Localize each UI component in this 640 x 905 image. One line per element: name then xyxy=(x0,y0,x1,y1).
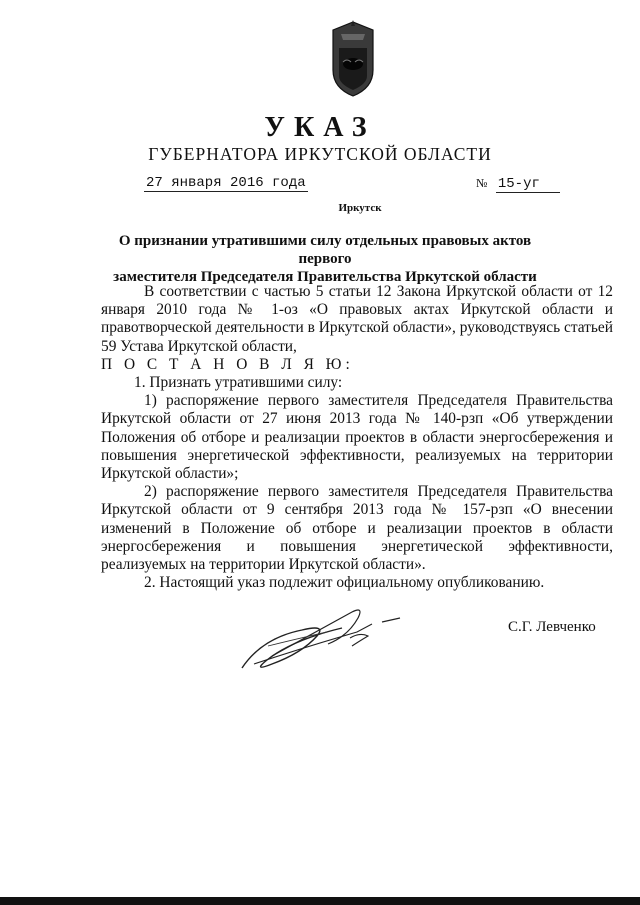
preamble-paragraph: В соответствии с частью 5 статьи 12 Закона Иркутской области от 12 января 2010 года № 1-оз «О правовых актах Иркутской области и правотворческой деятельности в Иркутской области», руководствуясь статьей 59 Устава Иркутской области, xyxy=(101,283,613,355)
signer-name: С.Г. Левченко xyxy=(508,619,596,635)
coat-of-arms-emblem-icon xyxy=(329,18,377,100)
item-1-2: 2) распоряжение первого заместителя Председателя Правительства Иркутской области от 9 сентября 2013 года № 157-рзп «О внесении изменений в Положение об отборе и реализации проектов в области энергосбережения и повышения энергетической эффективности, реализуемых на территории Иркутской области». xyxy=(101,483,613,574)
item-1-1: 1) распоряжение первого заместителя Председателя Правительства Иркутской области от 27 июня 2013 года № 140-рзп «Об утверждении Положения об отборе и реализации проектов в области энергосбережения и повышения энергетической эффективности, реализуемых на территории Иркутской области»; xyxy=(101,392,613,483)
scan-edge-divider xyxy=(0,897,640,905)
document-subtitle: ГУБЕРНАТОРА ИРКУТСКОЙ ОБЛАСТИ xyxy=(148,144,492,164)
document-title: УКАЗ xyxy=(264,112,376,143)
handwritten-signature-icon xyxy=(232,598,402,678)
decree-word: П О С Т А Н О В Л Я Ю: xyxy=(101,355,354,373)
item-1: 1. Признать утратившими силу: xyxy=(134,374,343,392)
heading-line-2: заместителя Председателя Правительства Иркутской области xyxy=(113,269,537,285)
item-2: 2. Настоящий указ подлежит официальному опубликованию. xyxy=(144,574,545,592)
number-sign: № xyxy=(476,176,488,190)
document-body xyxy=(101,283,613,592)
date-value: 27 января 2016 года xyxy=(146,175,306,191)
document-heading xyxy=(110,232,540,286)
document-date xyxy=(144,175,308,191)
heading-line-1: О признании утратившими силу отдельных правовых актов первого xyxy=(118,233,532,267)
document-number xyxy=(476,176,560,193)
document-city: Иркутск xyxy=(338,202,382,214)
number-value: 15-уг xyxy=(496,176,560,193)
